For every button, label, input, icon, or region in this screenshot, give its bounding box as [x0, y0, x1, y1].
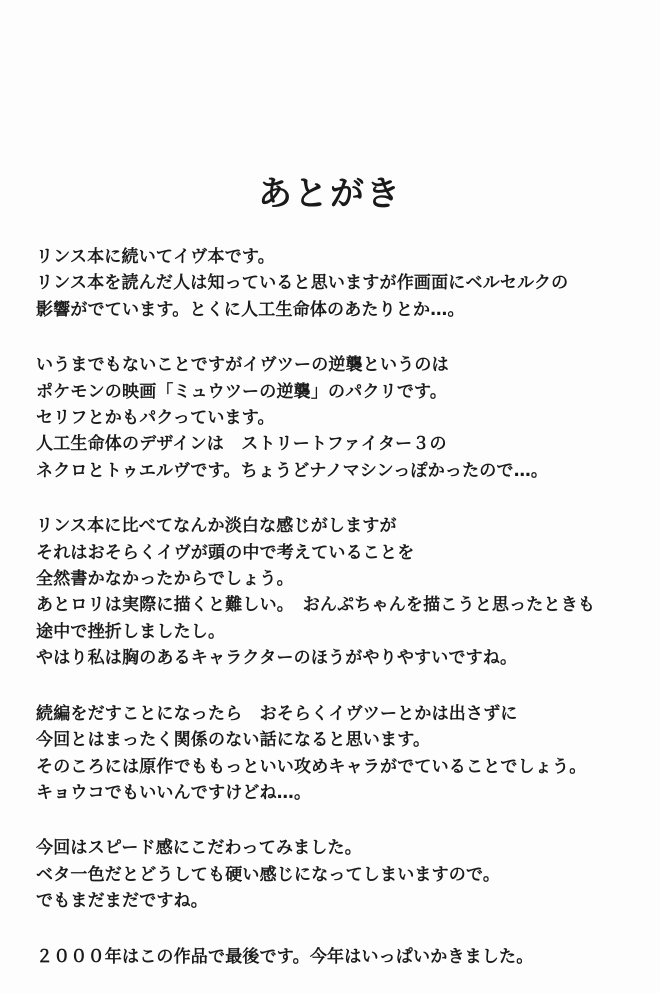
text-line: 今回とはまったく関係のない話になると思います。 [36, 730, 431, 751]
text-line: 今回はスピード感にこだわってみました。 [36, 838, 362, 859]
text-line: やはり私は胸のあるキャラクターのほうがやりやすいですね。 [36, 648, 518, 669]
paragraph-4 [36, 701, 636, 807]
text-line: 途中で挫折しましたし。 [36, 621, 226, 642]
page-title: あとがき [258, 174, 402, 214]
text-line: そのころには原作でももっといい攻めキャラがでていることでしょう。 [36, 756, 587, 777]
text-line: 続編をだすことになったら おそらくイヴツーとかは出さずに [36, 703, 518, 724]
text-line: リンス本に比べてなんか淡白な感じがしますが [36, 516, 397, 537]
text-line: ２０００年はこの作品で最後です。今年はいっぱいかきました。 [36, 946, 534, 967]
afterword-body [36, 244, 636, 999]
paragraph-6 [36, 944, 636, 970]
text-line: リンス本を読んだ人は知っていると思いますが作画面にベルセルクの [36, 273, 569, 294]
paragraph-5 [36, 835, 636, 914]
text-line: セリフとかもパクっています。 [36, 408, 275, 429]
text-line: ネクロとトゥエルヴです。ちょうどナノマシンっぽかったので…。 [36, 460, 549, 481]
text-line: でもまだまだですね。 [36, 891, 208, 912]
text-line: 影響がでています。とくに人工生命体のあたりとか…。 [36, 299, 465, 320]
text-line: 全然書かなかったからでしょう。 [36, 569, 294, 590]
paragraph-2 [36, 352, 636, 484]
text-line: キョウコでもいいんですけどね…。 [36, 782, 312, 803]
text-line: それはおそらくイヴが頭の中で考えていることを [36, 542, 415, 563]
text-line: いうまでもないことですがイヴツーの逆襲というのは [36, 355, 449, 376]
text-line: ベタ一色だとどうしても硬い感じになってしまいますので。 [36, 864, 501, 885]
text-line: あとロリは実際に描くと難しい。 おんぷちゃんを描こうと思ったときも [36, 595, 596, 616]
paragraph-3 [36, 513, 636, 671]
text-line: 人工生命体のデザインは ストリートファイター３の [36, 434, 447, 455]
text-line: リンス本に続いてイヴ本です。 [36, 247, 275, 267]
paragraph-1 [36, 244, 636, 323]
text-line: ポケモンの映画「ミュウツーの逆襲」のパクリです。 [36, 381, 448, 402]
